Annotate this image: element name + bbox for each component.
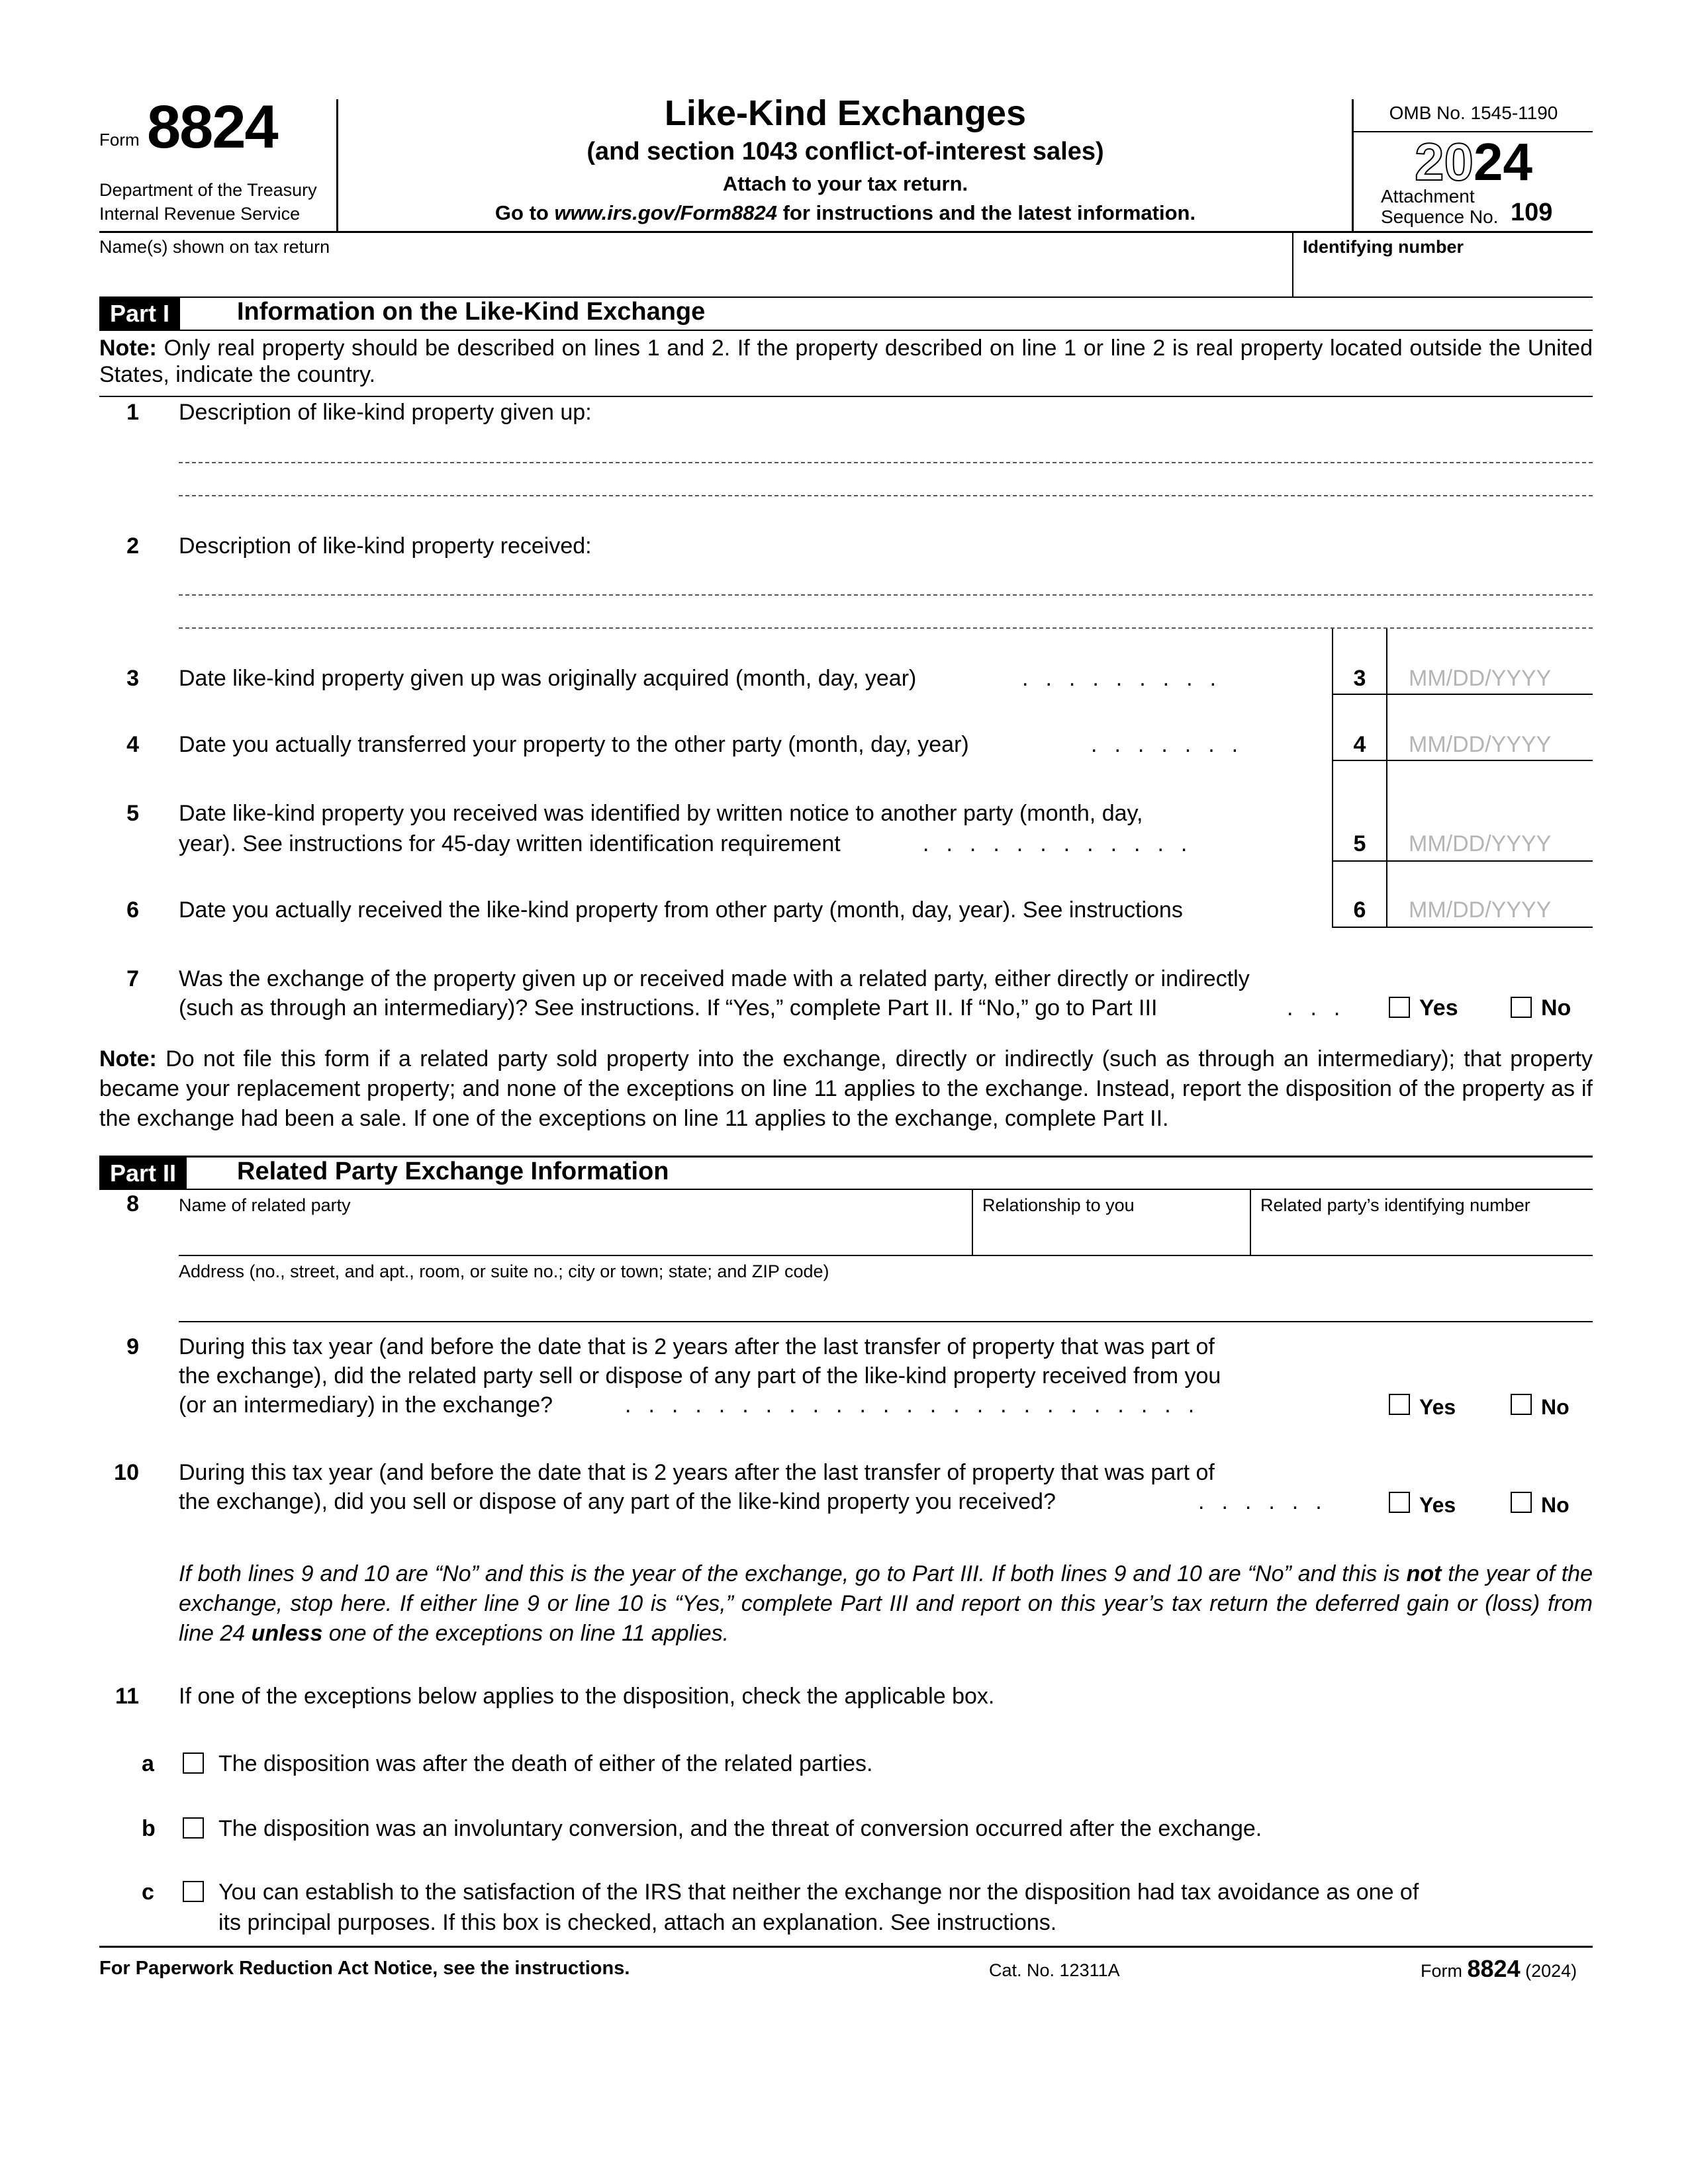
goto-instruction: [339, 201, 1352, 225]
line-11c-letter: c: [142, 1880, 154, 1905]
line-2-input[interactable]: [179, 563, 1593, 629]
line-3-leader: .........: [1022, 666, 1234, 691]
line-5-box-number: 5: [1353, 831, 1366, 856]
line-10-label-b: the exchange), did you sell or dispose of any part of the like-kind property you received?: [179, 1489, 1056, 1514]
line-5-date-input[interactable]: MM/DD/YYYY: [1409, 831, 1552, 856]
line-9-leader: .........................: [625, 1392, 1212, 1418]
line-5-label-b: year). See instructions for 45-day written identification requirement: [179, 831, 841, 856]
line-9-label-a: During this tax year (and before the date that is 2 years after the last transfer of property that was part of: [179, 1334, 1215, 1359]
note-2-label: Note:: [99, 1046, 157, 1071]
name-field-label: Name(s) shown on tax return: [99, 237, 330, 257]
line-11b-letter: b: [142, 1816, 156, 1841]
part1-title: Information on the Like-Kind Exchange: [237, 298, 706, 326]
line-5-leader: ............: [923, 831, 1205, 856]
line-7-no-checkbox[interactable]: [1511, 997, 1532, 1018]
line-9-no-label: No: [1541, 1395, 1570, 1419]
line-4-leader: .......: [1091, 732, 1256, 757]
line-8-number: 8: [126, 1191, 139, 1216]
form-subtitle: (and section 1043 conflict-of-interest sales): [586, 138, 1104, 165]
related-party-id-label: Related party’s identifying number: [1260, 1195, 1530, 1215]
footer-form-id: [1421, 1955, 1577, 1983]
line-4-label: Date you actually transferred your property to the other party (month, day, year): [179, 732, 969, 757]
line-9-no-checkbox[interactable]: [1511, 1394, 1532, 1415]
line-9-number: 9: [126, 1334, 139, 1359]
line-3-box-number: 3: [1353, 666, 1366, 691]
line-10-yes-checkbox[interactable]: [1389, 1492, 1410, 1513]
identifying-number-label: Identifying number: [1303, 237, 1464, 257]
related-party-name-label: Name of related party: [179, 1195, 351, 1215]
line-11a-checkbox[interactable]: [183, 1752, 204, 1774]
irs-url-link[interactable]: www.irs.gov/Form8824: [554, 201, 777, 224]
line-7-leader: ...: [1287, 995, 1358, 1021]
part1-note-2: [99, 1044, 1593, 1134]
year-bold: 24: [1474, 132, 1532, 191]
footer-form-number: 8824: [1467, 1955, 1521, 1982]
omb-number: OMB No. 1545-1190: [1389, 103, 1558, 123]
line-11c-label-a: You can establish to the satisfaction of the IRS that neither the exchange nor the disposition had tax avoidance as one of: [218, 1880, 1419, 1905]
instruction-part-3: one of the exceptions on line 11 applies.: [322, 1621, 729, 1646]
tax-year: [1354, 132, 1593, 192]
goto-suffix: for instructions and the latest information.: [776, 201, 1196, 224]
note-text: Only real property should be described on lines 1 and 2. If the property described on line 1 or line 2 is real property located outside the United States, indicate the country.: [99, 336, 1593, 387]
name-field[interactable]: [99, 233, 1291, 296]
line-11b-checkbox[interactable]: [183, 1817, 204, 1839]
line-7-number: 7: [126, 966, 139, 991]
part1-tab: Part I: [99, 298, 180, 330]
line-11b-label: The disposition was an involuntary conversion, and the threat of conversion occurred after the exchange.: [218, 1816, 1262, 1841]
line-10-number: 10: [114, 1460, 139, 1485]
line-7-no-label: No: [1541, 995, 1571, 1021]
relationship-input[interactable]: [973, 1190, 1250, 1255]
line-4-number: 4: [126, 732, 139, 757]
form-number: 8824: [147, 93, 277, 161]
line-7-yes-label: Yes: [1419, 995, 1458, 1021]
line-7-label-b: (such as through an intermediary)? See instructions. If “Yes,” complete Part II. If “No,” go to Part III: [179, 995, 1158, 1021]
line-5-label-a: Date like-kind property you received was identified by written notice to another party (month, day,: [179, 801, 1143, 826]
line-6-label: Date you actually received the like-kind property from other party (month, day, year). See instructions: [179, 897, 1183, 923]
line-1-number: 1: [126, 400, 139, 425]
catalog-number: Cat. No. 12311A: [989, 1960, 1120, 1980]
line-11a-letter: a: [142, 1751, 154, 1776]
line-11-number: 11: [115, 1684, 139, 1709]
line-9-yes-checkbox[interactable]: [1389, 1394, 1410, 1415]
goto-prefix: Go to: [494, 201, 555, 224]
instruction-part-2: the year of the exchange, stop here. If either line 9 or line 10 is “Yes,” complete Part III and report on this year’s tax return the deferred gain or (loss) from line 24: [179, 1561, 1593, 1646]
part2-tab: Part II: [99, 1158, 187, 1189]
note-2-text: Do not file this form if a related party sold property into the exchange, directly or indirectly (such as through an intermediary); that property became your replacement property; and none of the exceptions on line 11 applies to the exchange. Instead, report the disposition of the property as if the exchange had been a sale. If one of the exceptions on line 11 applies to the exchange, complete Part II.: [99, 1046, 1593, 1131]
dept-line-2: Internal Revenue Service: [99, 204, 301, 224]
part1-note: [99, 335, 1593, 388]
line-11c-checkbox[interactable]: [183, 1881, 204, 1902]
line-3-label: Date like-kind property given up was originally acquired (month, day, year): [179, 666, 917, 691]
line-10-leader: ......: [1198, 1489, 1339, 1514]
line-11-label: If one of the exceptions below applies to the disposition, check the applicable box.: [179, 1684, 995, 1709]
line-2-number: 2: [126, 533, 139, 559]
address-label: Address (no., street, and apt., room, or suite no.; city or town; state; and ZIP code): [179, 1261, 829, 1281]
line-11c-label-b: its principal purposes. If this box is checked, attach an explanation. See instructions.: [218, 1910, 1057, 1935]
line-9-label-c: (or an intermediary) in the exchange?: [179, 1392, 553, 1418]
form-label: Form: [99, 130, 140, 150]
line-6-box-number: 6: [1353, 897, 1366, 923]
footer-form-label: Form: [1421, 1961, 1462, 1981]
line-7-label-a: Was the exchange of the property given up or received made with a related party, either directly or indirectly: [179, 966, 1250, 991]
line-4-box-number: 4: [1353, 732, 1366, 757]
line-10-no-label: No: [1541, 1493, 1570, 1517]
instruction-not: not: [1406, 1561, 1442, 1586]
line-11a-label: The disposition was after the death of either of the related parties.: [218, 1751, 873, 1776]
line-10-label-a: During this tax year (and before the date that is 2 years after the last transfer of property that was part of: [179, 1460, 1215, 1485]
line-3-number: 3: [126, 666, 139, 691]
year-outline: 20: [1415, 132, 1474, 191]
line-5-number: 5: [126, 801, 139, 826]
sequence-number: 109: [1511, 199, 1553, 226]
instruction-unless: unless: [251, 1621, 323, 1646]
paperwork-notice: For Paperwork Reduction Act Notice, see the instructions.: [99, 1958, 630, 1979]
line-2-label: Description of like-kind property received:: [179, 533, 592, 559]
line-3-date-input[interactable]: MM/DD/YYYY: [1409, 666, 1552, 691]
lines-9-10-instruction: [179, 1559, 1593, 1649]
form-title: Like-Kind Exchanges: [664, 93, 1027, 133]
line-9-yes-label: Yes: [1419, 1395, 1456, 1419]
attach-instruction: Attach to your tax return.: [722, 172, 968, 195]
related-party-name-input[interactable]: [179, 1190, 970, 1255]
line-10-no-checkbox[interactable]: [1511, 1492, 1532, 1513]
footer-form-year: (2024): [1525, 1961, 1577, 1981]
note-label: Note:: [99, 336, 157, 361]
line-1-label: Description of like-kind property given up:: [179, 400, 592, 425]
line-6-number: 6: [126, 897, 139, 923]
related-party-id-input[interactable]: [1251, 1190, 1593, 1255]
dept-line-1: Department of the Treasury: [99, 180, 317, 200]
part2-title: Related Party Exchange Information: [237, 1158, 669, 1185]
line-10-yes-label: Yes: [1419, 1493, 1456, 1517]
line-7-yes-checkbox[interactable]: [1389, 997, 1410, 1018]
line-6-date-input[interactable]: MM/DD/YYYY: [1409, 897, 1552, 923]
instruction-part-1: If both lines 9 and 10 are “No” and this is the year of the exchange, go to Part III. If both lines 9 and 10 are “No” and this is: [179, 1561, 1407, 1586]
attachment-label: Attachment: [1381, 186, 1475, 206]
relationship-label: Relationship to you: [982, 1195, 1135, 1215]
line-4-date-input[interactable]: MM/DD/YYYY: [1409, 732, 1552, 757]
sequence-label: Sequence No.: [1381, 206, 1499, 227]
address-input[interactable]: [179, 1256, 1593, 1321]
line-9-label-b: the exchange), did the related party sell or dispose of any part of the like-kind property received from you: [179, 1363, 1221, 1388]
identifying-number-field[interactable]: [1293, 233, 1593, 296]
